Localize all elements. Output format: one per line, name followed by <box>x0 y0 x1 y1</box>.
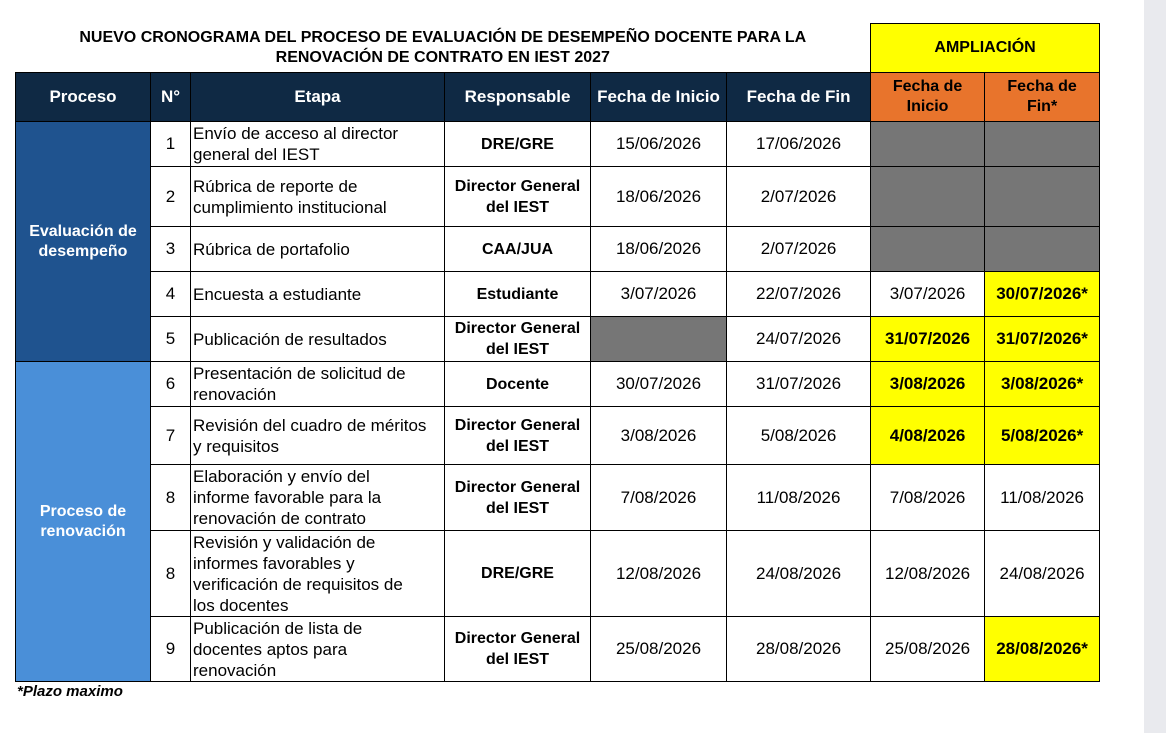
footnote: *Plazo maximo <box>17 683 123 700</box>
row-etapa <box>191 272 445 317</box>
etapa-line: Rúbrica de portafolio <box>193 239 350 259</box>
table-row <box>16 362 1100 407</box>
responsable-line: Director General <box>454 416 581 434</box>
responsable-line: Director General <box>454 478 581 496</box>
table-row <box>16 317 1100 362</box>
table-row <box>16 122 1100 167</box>
header-fecha-fin: Fecha de Fin <box>727 73 871 122</box>
table-row <box>16 617 1100 682</box>
proceso-renovacion <box>16 362 151 682</box>
document-title <box>16 24 871 73</box>
row-amp-inicio-empty <box>871 227 985 272</box>
row-number: 4 <box>151 272 191 317</box>
header-responsable: Responsable <box>445 73 591 122</box>
row-responsable <box>445 272 591 317</box>
etapa-line: Rúbrica de reporte de <box>193 176 358 196</box>
schedule-table <box>15 23 1100 682</box>
row-fecha-inicio: 30/07/2026 <box>591 362 727 407</box>
etapa-line: Revisión del cuadro de méritos <box>193 415 427 435</box>
row-fecha-inicio-empty <box>591 317 727 362</box>
row-amp-fecha-inicio: 25/08/2026 <box>871 617 985 682</box>
title-line-1: NUEVO CRONOGRAMA DEL PROCESO DE EVALUACIÓN DE DESEMPEÑO DOCENTE PARA LA <box>79 28 807 46</box>
responsable-line: del IEST <box>485 198 550 216</box>
row-etapa <box>191 465 445 531</box>
row-amp-fecha-inicio: 3/08/2026 <box>871 362 985 407</box>
row-fecha-inicio: 7/08/2026 <box>591 465 727 531</box>
row-number: 6 <box>151 362 191 407</box>
etapa-line: Presentación de solicitud de <box>193 364 406 383</box>
responsable-line: Docente <box>485 375 550 393</box>
proceso-renovacion-line-1: Proceso de <box>39 502 127 520</box>
etapa-line: Elaboración y envío del <box>193 467 370 486</box>
responsable-line: del IEST <box>485 341 550 358</box>
row-amp-fecha-fin: 3/08/2026* <box>985 362 1100 407</box>
row-fecha-fin: 2/07/2026 <box>727 167 871 227</box>
row-responsable <box>445 407 591 465</box>
row-number: 3 <box>151 227 191 272</box>
table-row <box>16 227 1100 272</box>
header-row <box>16 73 1100 122</box>
header-amp-fin-line-1: Fecha de <box>1007 78 1077 95</box>
table-row <box>16 465 1100 531</box>
table-row <box>16 272 1100 317</box>
etapa-line: cumplimiento institucional <box>193 197 387 217</box>
row-etapa <box>191 531 445 617</box>
etapa-line: Publicación de lista de <box>193 618 363 638</box>
responsable-line: del IEST <box>485 499 550 517</box>
row-fecha-inicio: 18/06/2026 <box>591 167 727 227</box>
row-fecha-fin: 24/07/2026 <box>727 317 871 362</box>
proceso-evaluacion <box>16 122 151 362</box>
header-numero: N° <box>151 73 191 122</box>
etapa-line: informes favorables y <box>193 553 355 573</box>
row-responsable <box>445 617 591 682</box>
header-fecha-inicio: Fecha de Inicio <box>591 73 727 122</box>
row-amp-fecha-fin: 28/08/2026* <box>985 617 1100 682</box>
responsable-line: CAA/JUA <box>481 240 554 258</box>
table-row <box>16 167 1100 227</box>
responsable-line: DRE/GRE <box>481 565 554 582</box>
etapa-line: Envío de acceso al director <box>193 124 399 143</box>
responsable-line: del IEST <box>485 437 550 455</box>
row-responsable <box>445 122 591 167</box>
row-fecha-inicio: 18/06/2026 <box>591 227 727 272</box>
header-amp-inicio-line-1: Fecha de <box>892 78 963 95</box>
row-fecha-fin: 11/08/2026 <box>727 465 871 531</box>
row-amp-fin-empty <box>985 122 1100 167</box>
etapa-line: Revisión y validación de <box>193 532 376 552</box>
etapa-line: renovación <box>193 385 277 404</box>
row-fecha-fin: 22/07/2026 <box>727 272 871 317</box>
row-amp-fecha-fin: 30/07/2026* <box>985 272 1100 317</box>
row-etapa <box>191 167 445 227</box>
row-amp-fin-empty <box>985 167 1100 227</box>
proceso-renovacion-line-2: renovación <box>40 522 126 540</box>
etapa-line: y requisitos <box>193 436 279 456</box>
row-amp-fecha-inicio: 12/08/2026 <box>871 531 985 617</box>
row-fecha-inicio: 25/08/2026 <box>591 617 727 682</box>
row-number: 2 <box>151 167 191 227</box>
row-fecha-fin: 31/07/2026 <box>727 362 871 407</box>
header-amp-fecha-fin <box>985 73 1100 122</box>
etapa-line: los docentes <box>193 595 289 615</box>
responsable-line: DRE/GRE <box>481 135 554 153</box>
header-proceso: Proceso <box>16 73 151 122</box>
header-amp-inicio-line-2: Inicio <box>906 98 949 115</box>
row-responsable <box>445 465 591 531</box>
row-fecha-inicio: 12/08/2026 <box>591 531 727 617</box>
table-row <box>16 531 1100 617</box>
row-fecha-inicio: 3/07/2026 <box>591 272 727 317</box>
row-amp-fin-empty <box>985 227 1100 272</box>
row-etapa <box>191 362 445 407</box>
row-amp-fecha-inicio: 4/08/2026 <box>871 407 985 465</box>
row-amp-fecha-fin: 11/08/2026 <box>985 465 1100 531</box>
etapa-line: renovación <box>193 660 277 680</box>
row-amp-inicio-empty <box>871 122 985 167</box>
row-amp-fecha-fin: 31/07/2026* <box>985 317 1100 362</box>
row-responsable <box>445 362 591 407</box>
responsable-line: Director General <box>454 320 581 337</box>
row-etapa <box>191 407 445 465</box>
row-number: 1 <box>151 122 191 167</box>
header-etapa: Etapa <box>191 73 445 122</box>
row-number: 8 <box>151 465 191 531</box>
responsable-line: Director General <box>454 630 581 647</box>
row-responsable <box>445 167 591 227</box>
etapa-line: general del IEST <box>193 145 320 164</box>
row-amp-inicio-empty <box>871 167 985 227</box>
responsable-line: Estudiante <box>476 285 559 303</box>
responsable-line: del IEST <box>485 651 550 668</box>
title-line-2: RENOVACIÓN DE CONTRATO EN IEST 2027 <box>275 48 610 66</box>
header-amp-fecha-inicio <box>871 73 985 122</box>
row-amp-fecha-fin: 5/08/2026* <box>985 407 1100 465</box>
row-fecha-inicio: 3/08/2026 <box>591 407 727 465</box>
table-row <box>16 407 1100 465</box>
row-fecha-inicio: 15/06/2026 <box>591 122 727 167</box>
row-etapa <box>191 227 445 272</box>
row-responsable <box>445 317 591 362</box>
proceso-evaluacion-line-2: desempeño <box>38 242 128 260</box>
row-amp-fecha-inicio: 3/07/2026 <box>871 272 985 317</box>
etapa-line: renovación de contrato <box>193 509 366 528</box>
row-etapa <box>191 317 445 362</box>
row-amp-fecha-inicio: 31/07/2026 <box>871 317 985 362</box>
title-row <box>16 24 1100 73</box>
row-fecha-fin: 24/08/2026 <box>727 531 871 617</box>
row-fecha-fin: 2/07/2026 <box>727 227 871 272</box>
etapa-line: informe favorable para la <box>193 488 382 507</box>
row-amp-fecha-inicio: 7/08/2026 <box>871 465 985 531</box>
row-number: 9 <box>151 617 191 682</box>
etapa-line: Encuesta a estudiante <box>193 284 362 304</box>
ampliacion-header: AMPLIACIÓN <box>871 24 1100 73</box>
row-etapa <box>191 617 445 682</box>
row-responsable <box>445 531 591 617</box>
row-fecha-fin: 17/06/2026 <box>727 122 871 167</box>
page-margin <box>1144 0 1166 733</box>
row-etapa <box>191 122 445 167</box>
header-amp-fin-line-2: Fin* <box>1026 98 1058 115</box>
etapa-line: Publicación de resultados <box>193 329 387 349</box>
row-responsable <box>445 227 591 272</box>
row-fecha-fin: 5/08/2026 <box>727 407 871 465</box>
etapa-line: verificación de requisitos de <box>193 574 403 594</box>
proceso-evaluacion-line-1: Evaluación de <box>29 222 137 240</box>
responsable-line: Director General <box>454 177 581 195</box>
row-number: 5 <box>151 317 191 362</box>
row-amp-fecha-fin: 24/08/2026 <box>985 531 1100 617</box>
row-fecha-fin: 28/08/2026 <box>727 617 871 682</box>
row-number: 7 <box>151 407 191 465</box>
row-number: 8 <box>151 531 191 617</box>
etapa-line: docentes aptos para <box>193 639 348 659</box>
